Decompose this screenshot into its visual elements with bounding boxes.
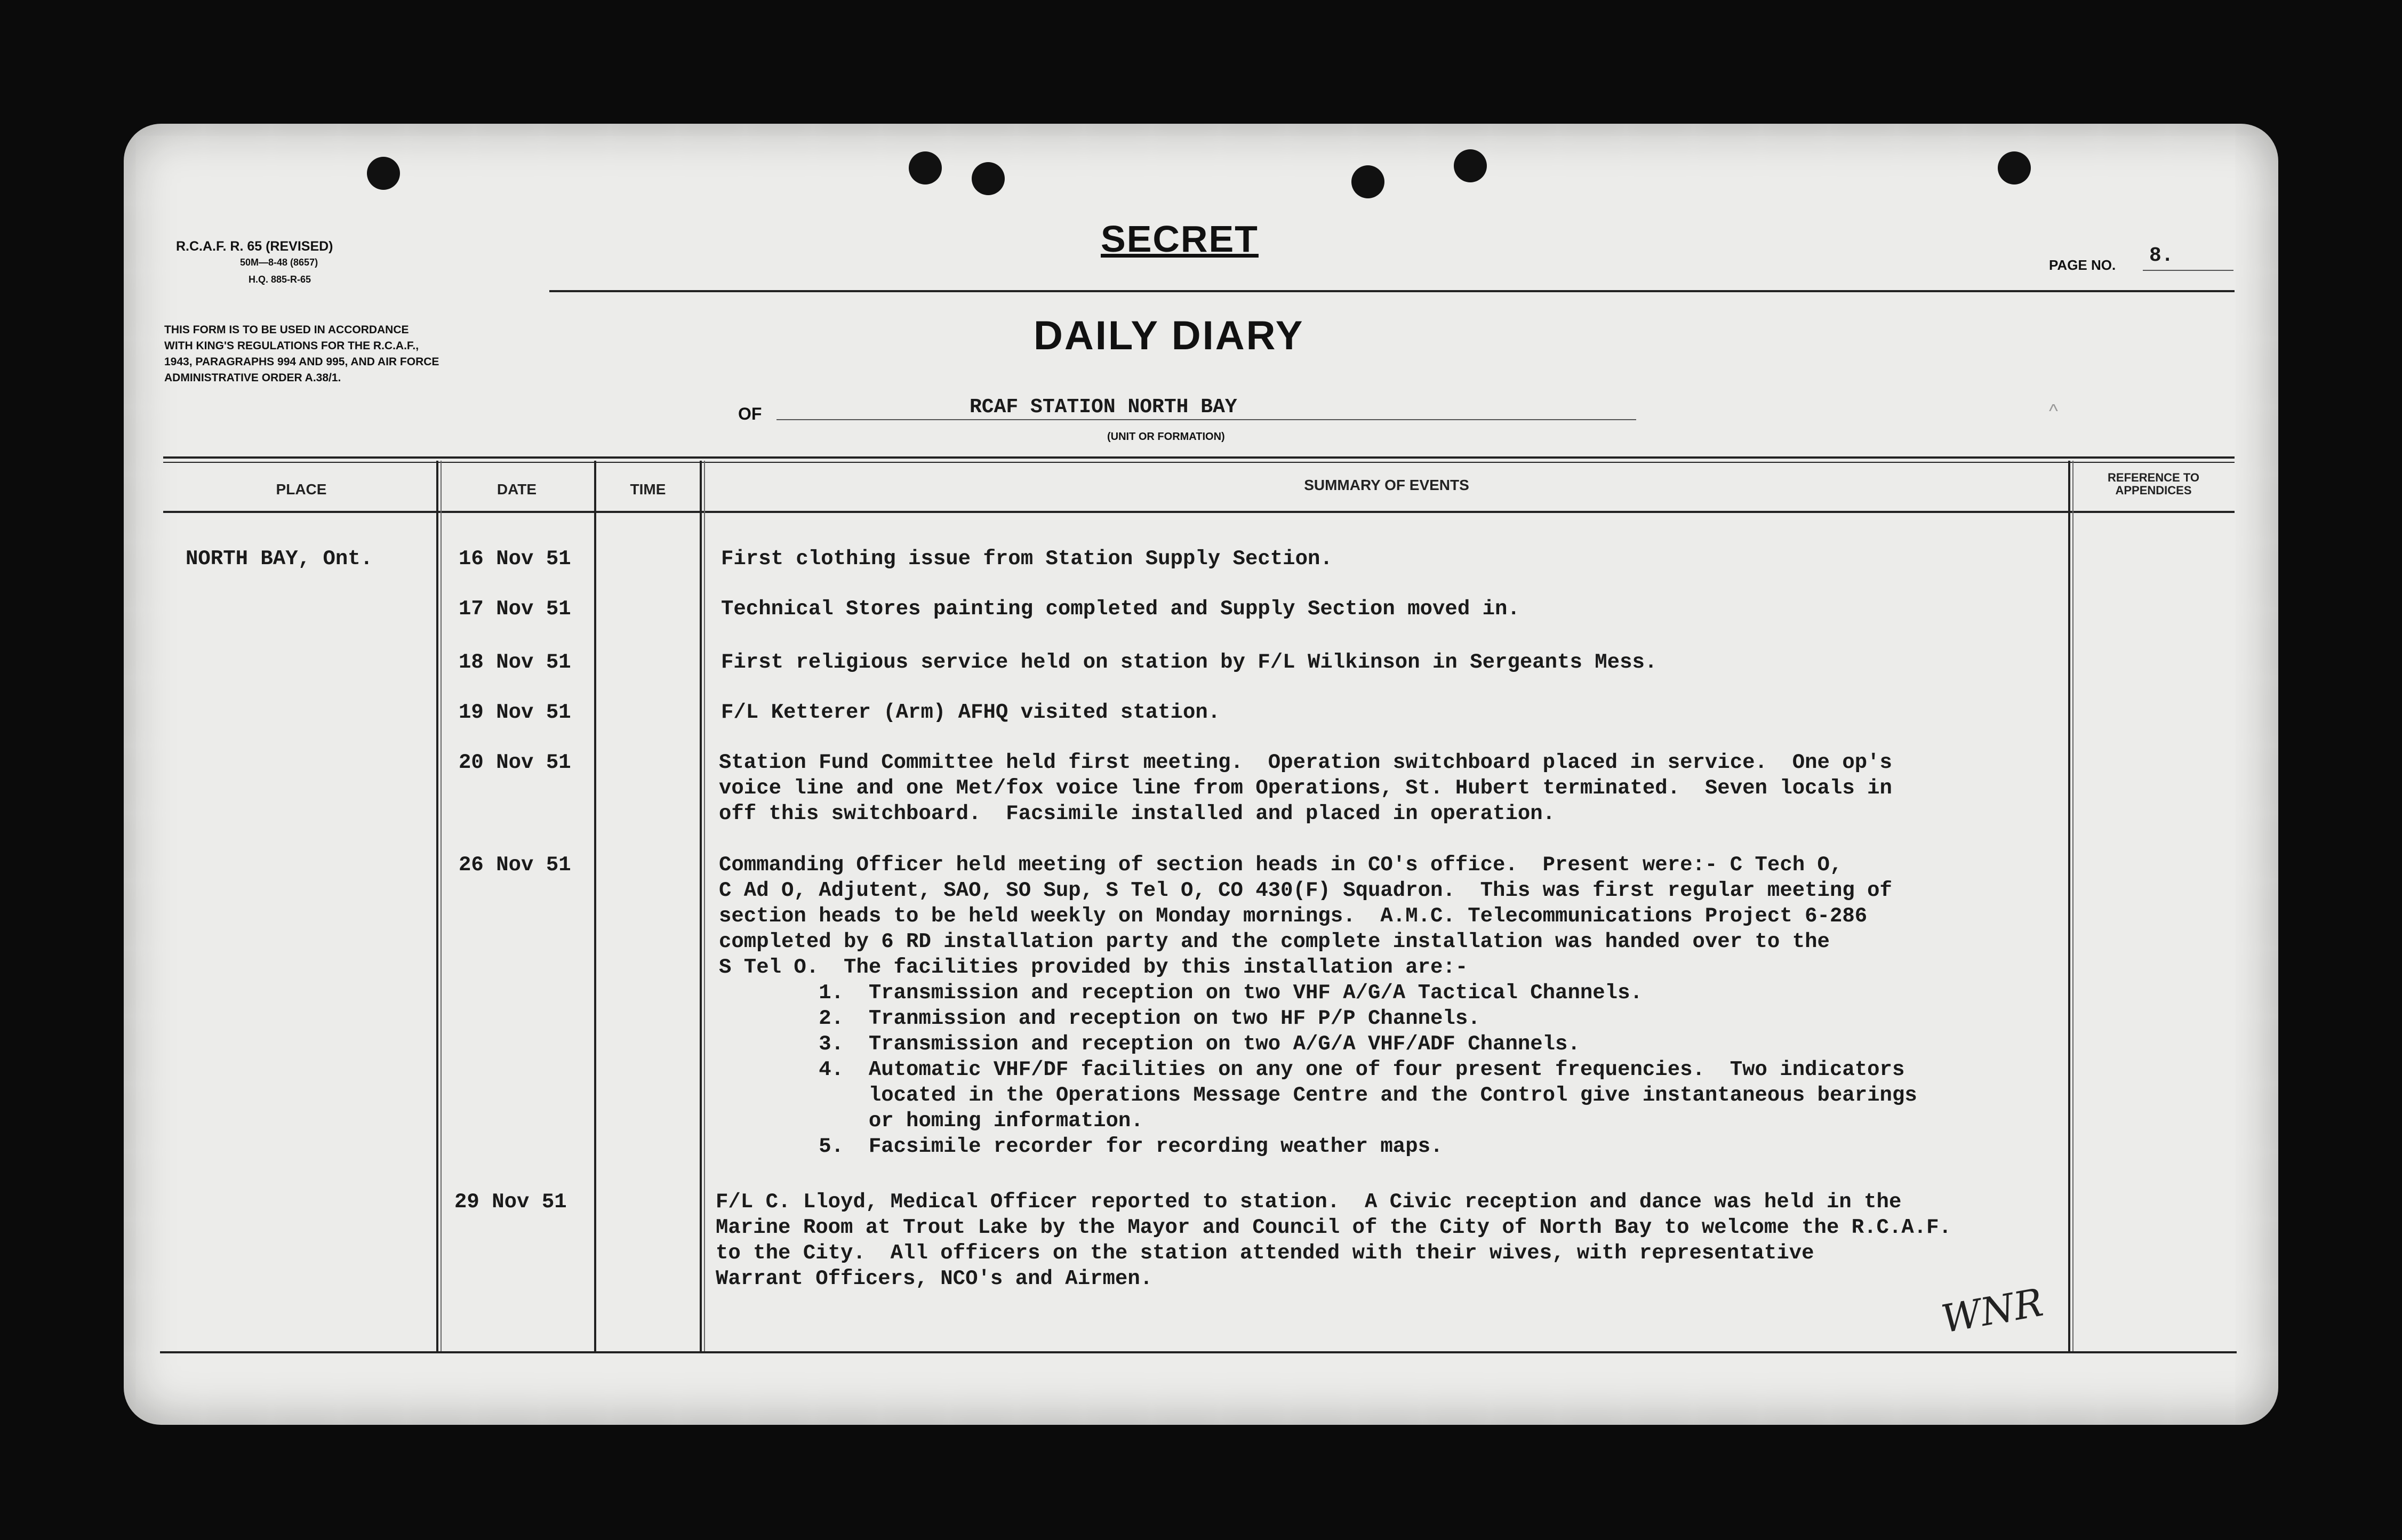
entry-summary: Technical Stores painting completed and Supply Section moved in. [721, 597, 1520, 621]
unit-line [776, 419, 1636, 420]
column-divider [704, 461, 705, 1351]
table-header-rule [163, 511, 2235, 513]
form-instructions-line: WITH KING'S REGULATIONS FOR THE R.C.A.F., [164, 340, 419, 352]
form-code-line2: 50M—8-48 (8657) [240, 257, 318, 268]
column-header-place: PLACE [276, 481, 327, 498]
entry-summary: First religious service held on station by F/L Wilkinson in Sergeants Mess. [721, 651, 1658, 674]
page-title: DAILY DIARY [1034, 313, 1304, 358]
signature: WNR [1938, 1280, 2047, 1342]
form-instructions-line: THIS FORM IS TO BE USED IN ACCORDANCE [164, 324, 409, 336]
punch-hole [972, 162, 1005, 195]
unit-of-label: OF [738, 404, 762, 423]
entry-summary: Station Fund Committee held first meeting. Operation switchboard placed in service. One op's voice line and one Met/fox voice line from Operations, St. Hubert terminated. Seven locals in off this switchboard. Facsimile installed and placed in operation. [719, 751, 1892, 825]
check-mark: ^ [2049, 400, 2058, 422]
column-header-summary: SUMMARY OF EVENTS [1304, 477, 1469, 493]
punch-hole [1454, 149, 1487, 182]
column-divider [441, 461, 442, 1351]
entry-summary: Commanding Officer held meeting of section heads in CO's office. Present were:- C Tech O, C Ad O, Adjutent, SAO, SO Sup, S Tel O, CO 430(F) Squadron. This was first regular meeting of section heads to be held weekly on Monday mornings. A.M.C. Telecommunications Project 6-286 completed by 6 RD installation party and the complete installation was handed over to the S Tel O. The facilities provided by this installation are:- 1. Transmission and reception on two VHF A/G/A Tactical Channels. 2. Tranmission and reception on two HF P/P Channels. 3. Transmission and reception on two A/G/A VHF/ADF Channels. 4. Automatic VHF/DF facilities on any one of four present frequencies. Two indicators located in the Operations Message Centre and the Control give instantaneous bearings or homing information. 5. Facsimile recorder for recording weather maps. [719, 853, 1917, 1158]
entry-date: 20 Nov 51 [459, 751, 571, 774]
form-code-line3: H.Q. 885-R-65 [249, 274, 311, 285]
unit-name: RCAF STATION NORTH BAY [970, 396, 1237, 419]
punch-hole [367, 157, 400, 190]
column-header-reference-line: APPENDICES [2115, 484, 2192, 497]
place-cell: NORTH BAY, Ont. [186, 547, 373, 571]
page-number-line [2143, 270, 2233, 271]
classification-stamp: SECRET [1101, 218, 1259, 260]
form-instructions [164, 322, 439, 386]
table-top-rule [163, 456, 2235, 459]
entry-date: 16 Nov 51 [459, 547, 571, 571]
entry-date: 17 Nov 51 [459, 597, 571, 621]
form-instructions-line: 1943, PARAGRAPHS 994 AND 995, AND AIR FORCE [164, 356, 439, 368]
punch-hole [1351, 165, 1384, 198]
form-code: R.C.A.F. R. 65 (REVISED) [176, 239, 333, 254]
entry-summary: F/L C. Lloyd, Medical Officer reported to station. A Civic reception and dance was held in the Marine Room at Trout Lake by the Mayor and Council of the City of North Bay to welcome the R.C.A.F. to the City. All officers on the station attended with their wives, with representative Warrant Officers, NCO's and Airmen. [716, 1190, 1951, 1290]
entry-date: 18 Nov 51 [459, 651, 571, 674]
entry-date: 19 Nov 51 [459, 701, 571, 724]
column-divider [436, 461, 438, 1351]
header-rule [549, 290, 2235, 292]
entry-date: 29 Nov 51 [454, 1190, 567, 1214]
entry-summary: First clothing issue from Station Supply Section. [721, 547, 1333, 571]
column-header-date: DATE [497, 481, 537, 498]
column-divider [2068, 461, 2070, 1351]
entry-date: 26 Nov 51 [459, 853, 571, 877]
column-divider [2072, 461, 2073, 1351]
unit-caption: (UNIT OR FORMATION) [1107, 431, 1225, 443]
column-header-reference [2073, 471, 2233, 497]
page-number: 8. [2149, 244, 2174, 267]
column-divider [700, 461, 702, 1351]
column-divider [594, 461, 596, 1351]
punch-hole [909, 151, 942, 185]
table-bottom-rule [160, 1351, 2237, 1353]
table-top-rule-2 [163, 462, 2235, 463]
column-header-time: TIME [630, 481, 666, 498]
page-number-label: PAGE NO. [2049, 257, 2116, 273]
entry-summary: F/L Ketterer (Arm) AFHQ visited station. [721, 701, 1221, 724]
form-instructions-line: ADMINISTRATIVE ORDER A.38/1. [164, 372, 341, 384]
punch-hole [1998, 151, 2031, 185]
column-header-reference-line: REFERENCE TO [2108, 471, 2199, 484]
